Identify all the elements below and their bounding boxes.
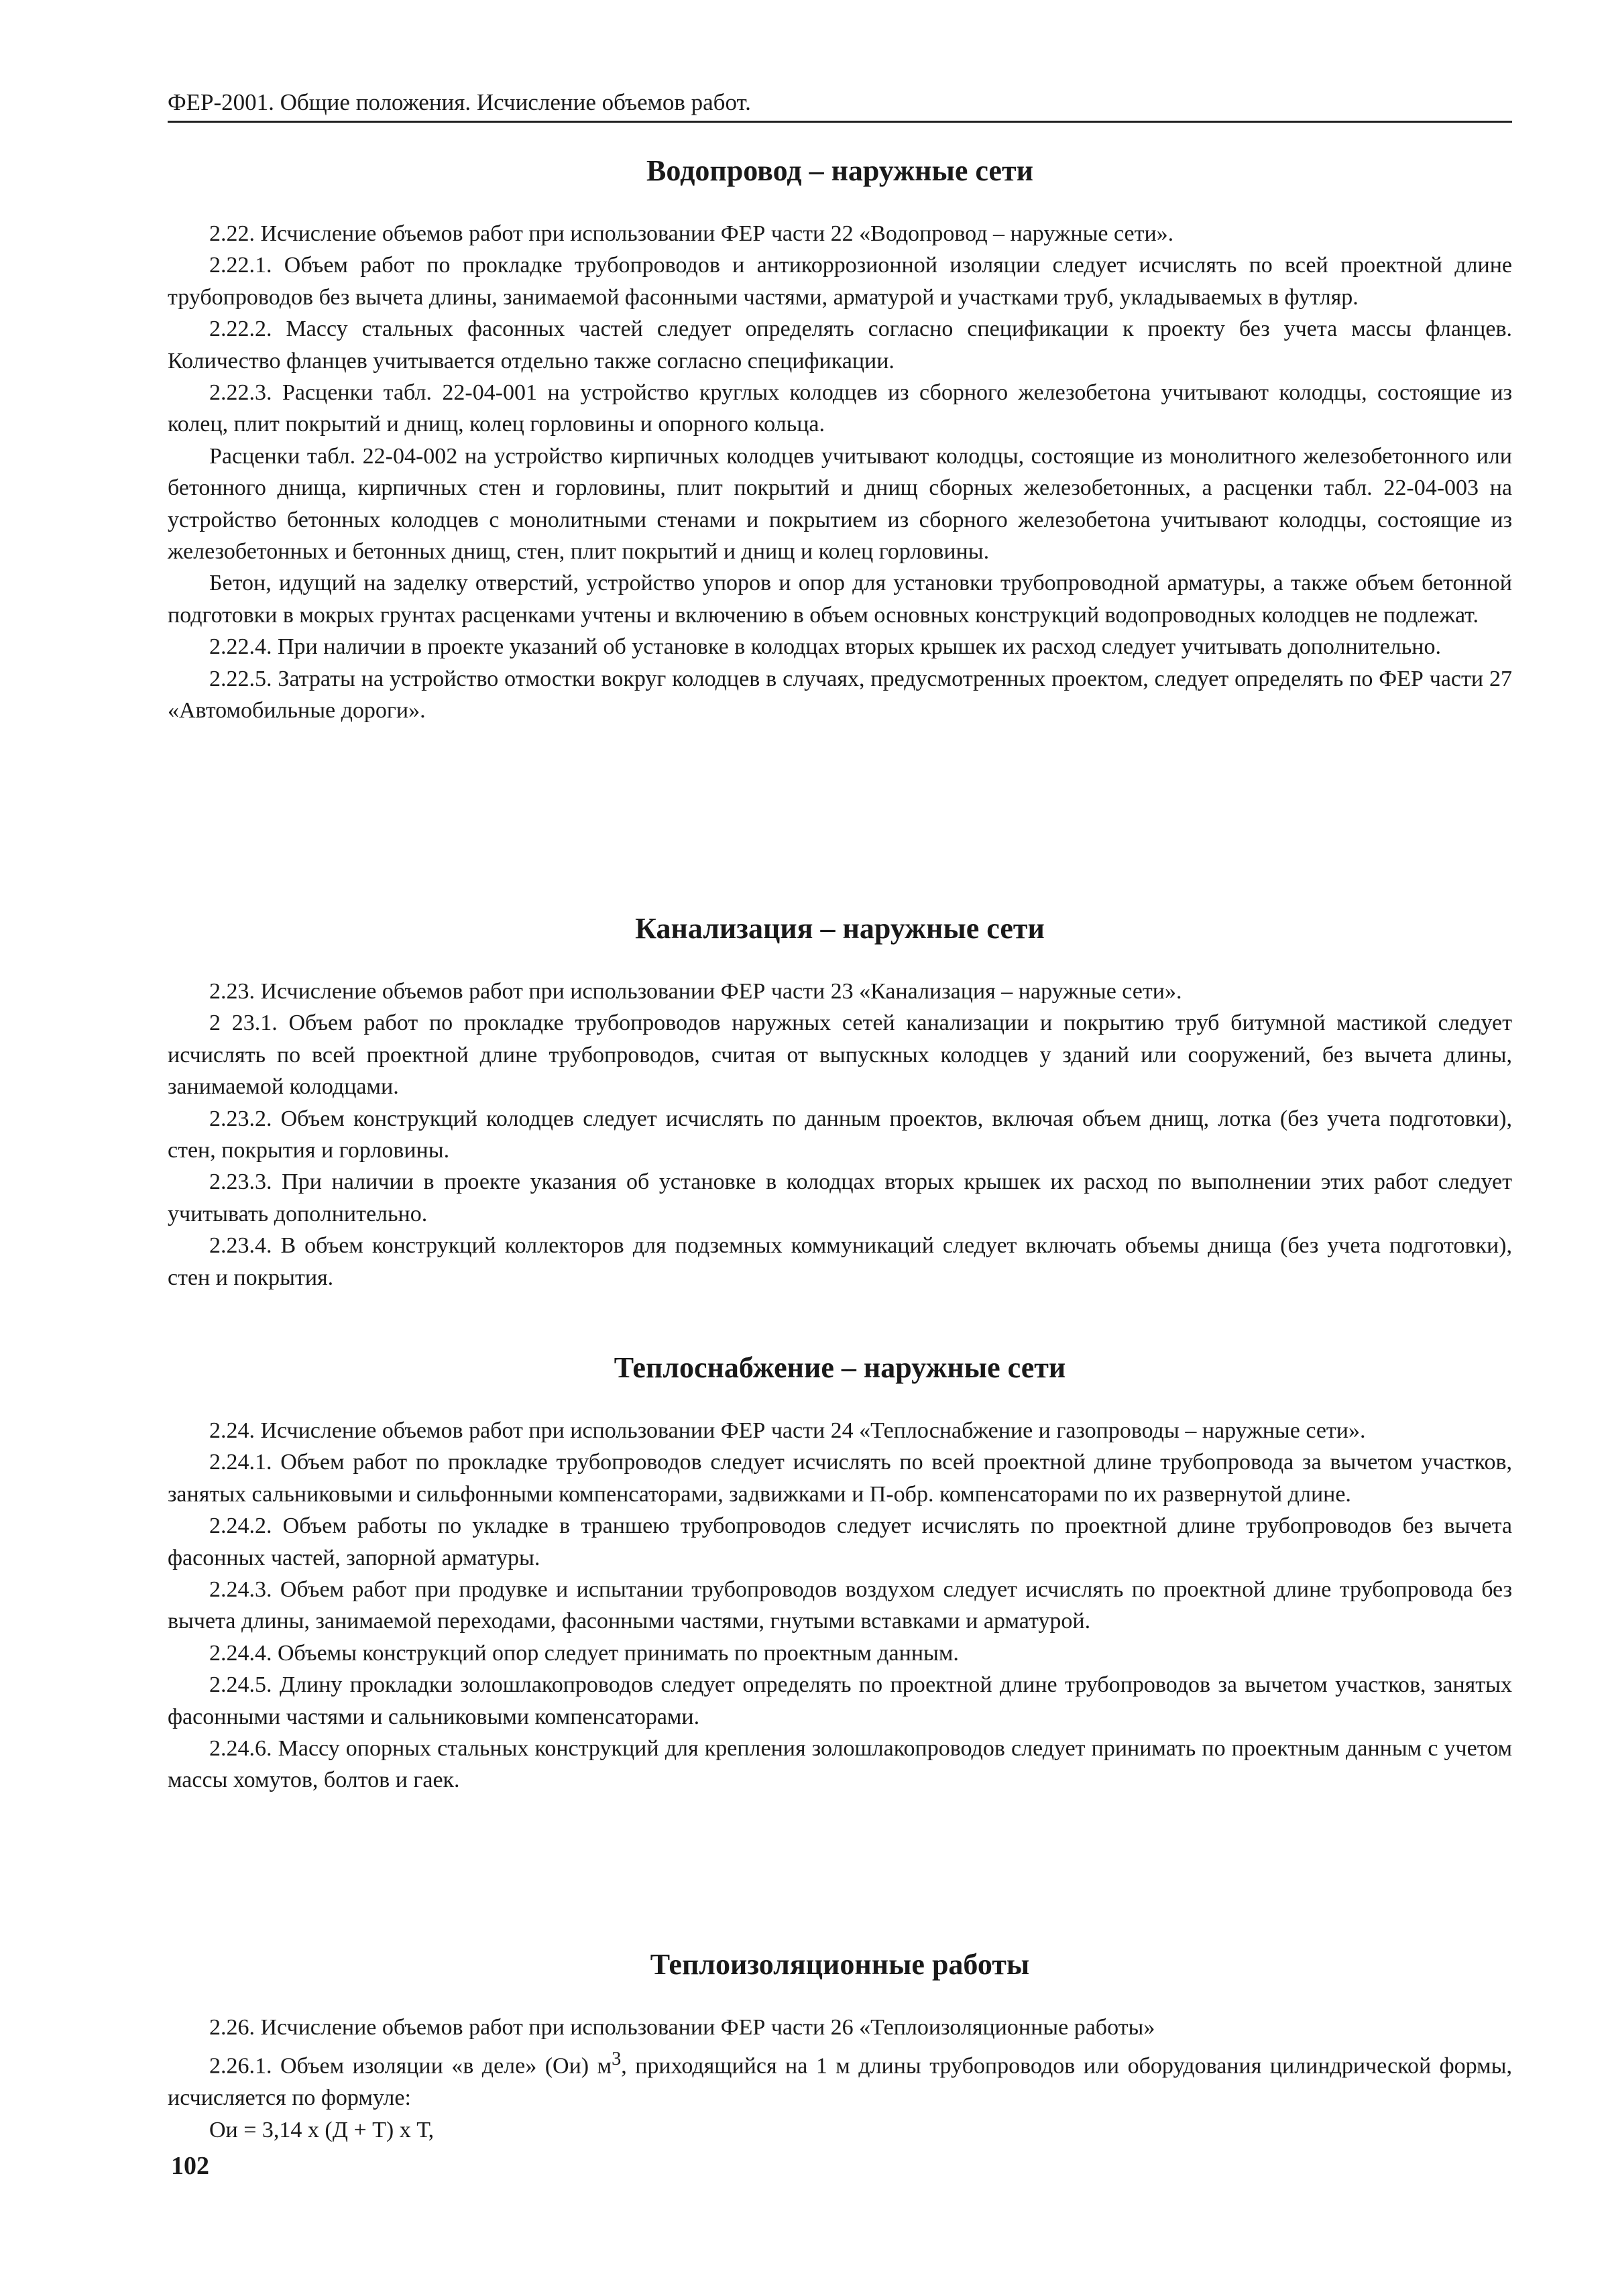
section-thermal-insulation (168, 1945, 1512, 2146)
paragraph: 2.24.1. Объем работ по прокладке трубопроводов следует исчислять по всей проектной длине трубопровода за вычетом участков, занятых сальниковыми и сильфонными компенсаторами, задвижками и П-обр. компенсаторами по их развернутой длине. (168, 1450, 1512, 1507)
paragraph: 2.23.3. При наличии в проекте указания об установке в колодцах вторых крышек их расход по выполнении этих работ следует учитывать дополнительно. (168, 1169, 1512, 1226)
paragraph (168, 2043, 1512, 2114)
section-title: Теплоизоляционные работы (650, 1948, 1030, 1981)
section-heat-supply (168, 1348, 1512, 1796)
paragraph: 2.23.2. Объем конструкций колодцев следует исчислять по данным проектов, включая объем днищ, лотка (без учета подготовки), стен, покрытия и горловины. (168, 1106, 1512, 1163)
formula: Ои = 3,14 х (Д + Т) х Т, (209, 2117, 435, 2142)
paragraph-text: , приходящийся на 1 м длины трубопроводов или оборудования цилиндрической формы, исчисляется по формуле: (168, 2053, 1512, 2111)
paragraph: 2.24. Исчисление объемов работ при использовании ФЕР части 24 «Теплоснабжение и газопроводы – наружные сети». (209, 1418, 1366, 1443)
section-title: Водопровод – наружные сети (646, 154, 1033, 187)
paragraph: 2.22.2. Массу стальных фасонных частей следует определять согласно спецификации к проекту без учета массы фланцев. Количество фланцев учитывается отдельно также согласно спецификации. (168, 317, 1512, 374)
section-water-supply (168, 151, 1512, 727)
paragraph: 2.26. Исчисление объемов работ при использовании ФЕР части 26 «Теплоизоляционные работы» (209, 2015, 1155, 2040)
paragraph: Бетон, идущий на заделку отверстий, устройство упоров и опор для установки трубопроводной арматуры, а также объем бетонной подготовки в мокрых грунтах расценками учтены и включению в объем основных конструкций водопроводных колодцев не подлежат. (168, 571, 1512, 628)
section-title: Теплоснабжение – наружные сети (614, 1351, 1066, 1384)
paragraph: 2.22.4. При наличии в проекте указаний об установке в колодцах вторых крышек их расход следует учитывать дополнительно. (209, 634, 1441, 660)
superscript: 3 (612, 2049, 622, 2070)
section-sewerage (168, 909, 1512, 1294)
paragraph: 2.22.3. Расценки табл. 22-04-001 на устройство круглых колодцев из сборного железобетона учитывают колодцы, состоящие из колец, плит покрытий и днищ, колец горловины и опорного кольца. (168, 380, 1512, 437)
paragraph: 2.22.1. Объем работ по прокладке трубопроводов и антикоррозионной изоляции следует исчислять по всей проектной длине трубопроводов без вычета длины, занимаемой фасонными частями, арматурой и участками труб, укладываемых в футляр. (168, 253, 1512, 310)
paragraph: 2.24.4. Объемы конструкций опор следует принимать по проектным данным. (209, 1640, 959, 1666)
document-page (168, 87, 1512, 140)
paragraph: 2 23.1. Объем работ по прокладке трубопроводов наружных сетей канализации и покрытию труб битумной мастикой следует исчислять по всей проектной длине трубопроводов, считая от выпускных колодцев у зданий или сооружений, без вычета длины, занимаемой колодцами. (168, 1011, 1512, 1100)
paragraph: 2.24.2. Объем работы по укладке в траншею трубопроводов следует исчислять по проектной длине трубопроводов без вычета фасонных частей, запорной арматуры. (168, 1513, 1512, 1570)
paragraph: 2.22.5. Затраты на устройство отмостки вокруг колодцев в случаях, предусмотренных проектом, следует определять по ФЕР части 27 «Автомобильные дороги». (168, 666, 1512, 724)
section-title: Канализация – наружные сети (635, 912, 1045, 945)
paragraph: 2.23. Исчисление объемов работ при использовании ФЕР части 23 «Канализация – наружные сети». (209, 979, 1182, 1004)
paragraph: 2.24.3. Объем работ при продувке и испытании трубопроводов воздухом следует исчислять по проектной длине трубопровода без вычета длины, занимаемой переходами, фасонными частями, гнутыми вставками и арматурой. (168, 1577, 1512, 1634)
paragraph: 2.23.4. В объем конструкций коллекторов для подземных коммуникаций следует включать объемы днища (без учета подготовки), стен и покрытия. (168, 1233, 1512, 1290)
paragraph: Расценки табл. 22-04-002 на устройство кирпичных колодцев учитывают колодцы, состоящие из монолитного железобетонного или бетонного днища, кирпичных стен и горловины, плит покрытий и днищ сборных железобетонных, а расценки табл. 22-04-003 на устройство бетонных колодцев с монолитными стенами и покрытием из сборного железобетона учитывают колодцы, состоящие из железобетонных и бетонных днищ, стен, плит покрытий и днищ и колец горловины. (168, 443, 1512, 565)
paragraph: 2.24.6. Массу опорных стальных конструкций для крепления золошлакопроводов следует принимать по проектным данным с учетом массы хомутов, болтов и гаек. (168, 1736, 1512, 1793)
page-number: 102 (171, 2152, 209, 2180)
paragraph-text: 2.26.1. Объем изоляции «в деле» (Ои) м (209, 2053, 612, 2079)
paragraph: 2.24.5. Длину прокладки золошлакопроводов следует определять по проектной длине трубопроводов за вычетом участков, занятых фасонными частями и сальниковыми компенсаторами. (168, 1672, 1512, 1729)
paragraph: 2.22. Исчисление объемов работ при использовании ФЕР части 22 «Водопровод – наружные сети». (209, 221, 1174, 246)
running-header: ФЕР-2001. Общие положения. Исчисление объемов работ. (168, 87, 1512, 123)
